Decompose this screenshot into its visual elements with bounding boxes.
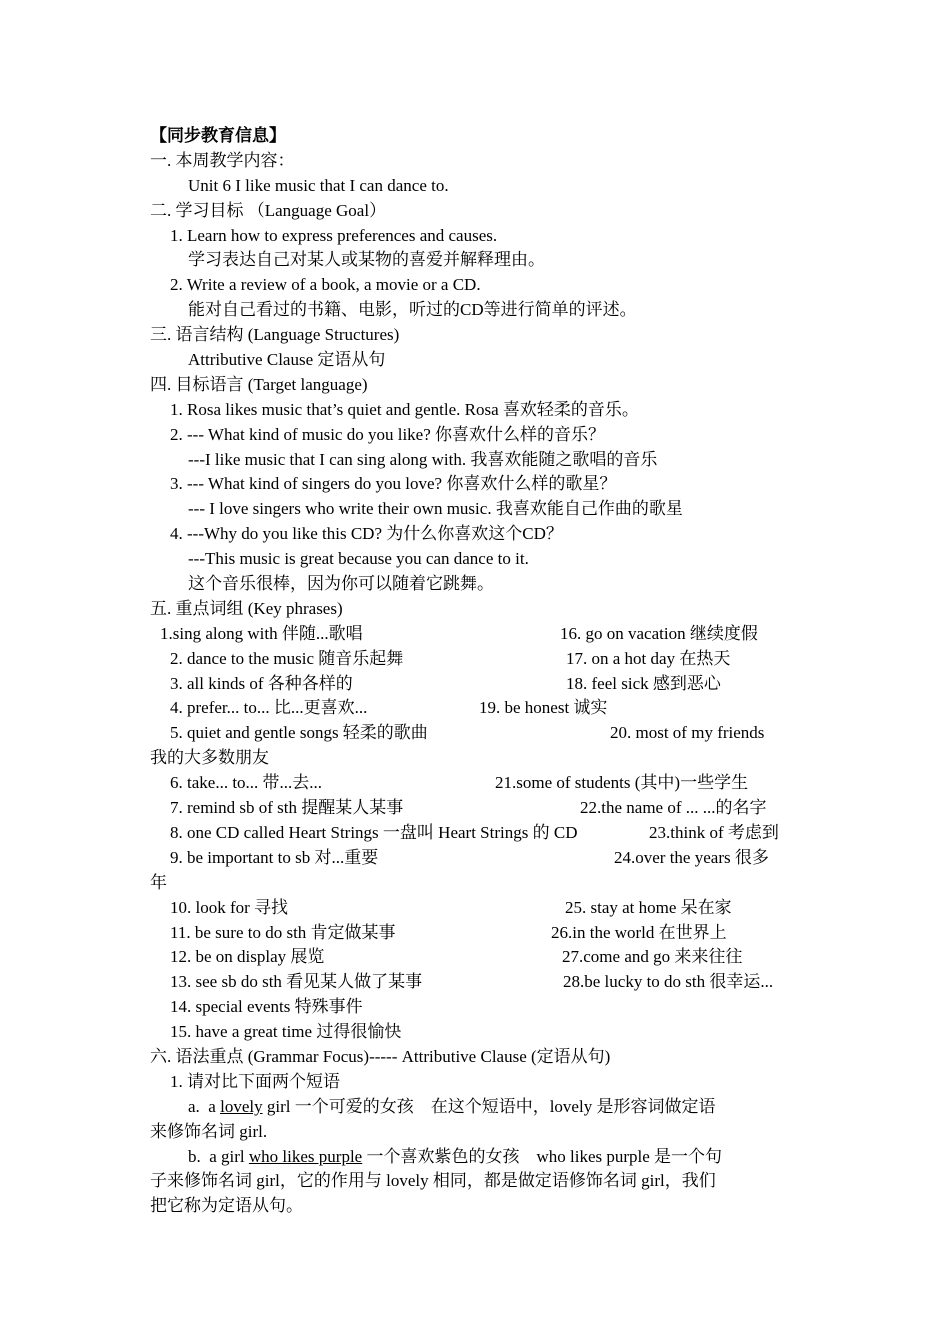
phrase-item: 21.some of students (其中)一些学生 bbox=[495, 773, 749, 793]
phrase-item: 26.in the world 在世界上 bbox=[551, 922, 727, 942]
phrase-item: 8. one CD called Heart Strings 一盘叫 Heart Strings 的 CD bbox=[170, 822, 578, 842]
phrase-item: 20. most of my friends bbox=[610, 723, 765, 743]
phrase-item: 11. be sure to do sth 肯定做某事 bbox=[170, 922, 396, 942]
target-language-2-answer: ---I like music that I can sing along with. 我喜欢能随之歌唱的音乐 bbox=[188, 449, 658, 469]
section-3-heading: 三. 语言结构 (Language Structures) bbox=[150, 325, 400, 345]
section-1-content: Unit 6 I like music that I can dance to. bbox=[188, 175, 449, 195]
document-page bbox=[150, 124, 800, 1219]
underlined-clause: who likes purple bbox=[248, 1146, 363, 1166]
phrase-row bbox=[150, 821, 800, 846]
phrase-row bbox=[150, 696, 800, 721]
phrase-item: 4. prefer... to... 比...更喜欢... bbox=[170, 698, 368, 718]
section-3-content: Attributive Clause 定语从句 bbox=[188, 350, 386, 370]
goal-2: 2. Write a review of a book, a movie or a CD. bbox=[170, 275, 481, 295]
phrase-row bbox=[150, 647, 800, 672]
target-language-1: 1. Rosa likes music that’s quiet and gentle. Rosa 喜欢轻柔的音乐。 bbox=[170, 399, 639, 419]
phrase-row bbox=[150, 771, 800, 796]
phrase-item: 22.the name of ... ...的名字 bbox=[580, 798, 767, 818]
phrase-row bbox=[150, 846, 800, 871]
goal-1: 1. Learn how to express preferences and causes. bbox=[170, 225, 498, 245]
phrase-item: 14. special events 特殊事件 bbox=[170, 997, 363, 1017]
phrase-row bbox=[150, 622, 800, 647]
phrase-item: 1.sing along with 伴随...歌唱 bbox=[160, 623, 363, 643]
goal-1-translation: 学习表达自己对某人或某物的喜爱并解释理由。 bbox=[188, 250, 545, 270]
underlined-adjective: lovely bbox=[220, 1096, 263, 1116]
target-language-4: 4. ---Why do you like this CD? 为什么你喜欢这个CD？ bbox=[170, 524, 563, 544]
section-1-heading: 一. 本周教学内容： bbox=[150, 150, 295, 170]
section-2-heading: 二. 学习目标 （Language Goal） bbox=[150, 200, 387, 220]
phrase-row bbox=[150, 970, 800, 995]
phrase-item: 12. be on display 展览 bbox=[170, 947, 325, 967]
phrase-item: 25. stay at home 呆在家 bbox=[565, 897, 732, 917]
phrase-item: 13. see sb do sth 看见某人做了某事 bbox=[170, 972, 423, 992]
section-5-heading: 五. 重点词组 (Key phrases) bbox=[150, 598, 343, 618]
grammar-example-b-wrap: 子来修饰名词 girl，它的作用与 lovely 相同，都是做定语修饰名词 girl，我们 bbox=[150, 1171, 716, 1191]
phrase-item: 3. all kinds of 各种各样的 bbox=[170, 673, 353, 693]
target-language-2: 2. --- What kind of music do you like? 你喜欢什么样的音乐？ bbox=[170, 424, 606, 444]
phrase-wrap: 我的大多数朋友 bbox=[150, 748, 269, 768]
phrase-item: 16. go on vacation 继续度假 bbox=[560, 623, 758, 643]
phrase-item: 9. be important to sb 对...重要 bbox=[170, 847, 379, 867]
target-language-3-answer: --- I love singers who write their own music. 我喜欢能自己作曲的歌星 bbox=[188, 499, 683, 519]
phrase-item: 18. feel sick 感到恶心 bbox=[566, 673, 721, 693]
phrase-row bbox=[150, 921, 800, 946]
grammar-example-a: a. a lovely girl 一个可爱的女孩 在这个短语中，lovely 是形容词做定语 bbox=[188, 1096, 716, 1116]
phrase-item: 15. have a great time 过得很愉快 bbox=[170, 1022, 402, 1042]
phrase-item: 28.be lucky to do sth 很幸运... bbox=[563, 972, 774, 992]
grammar-example-b-wrap: 把它称为定语从句。 bbox=[150, 1196, 303, 1216]
phrase-row bbox=[150, 945, 800, 970]
phrase-item: 5. quiet and gentle songs 轻柔的歌曲 bbox=[170, 723, 428, 743]
phrase-item: 2. dance to the music 随音乐起舞 bbox=[170, 648, 404, 668]
phrase-item: 7. remind sb of sth 提醒某人某事 bbox=[170, 798, 404, 818]
phrase-item: 23.think of 考虑到 bbox=[649, 822, 779, 842]
phrase-row bbox=[150, 896, 800, 921]
phrase-item: 17. on a hot day 在热天 bbox=[566, 648, 731, 668]
grammar-example-a-wrap: 来修饰名词 girl. bbox=[150, 1121, 268, 1141]
target-language-3: 3. --- What kind of singers do you love? 你喜欢什么样的歌星？ bbox=[170, 474, 617, 494]
target-language-4-translation: 这个音乐很棒，因为你可以随着它跳舞。 bbox=[188, 574, 494, 594]
phrase-row bbox=[150, 721, 800, 746]
grammar-question-1: 1. 请对比下面两个短语 bbox=[170, 1071, 340, 1091]
document-title: 【同步教育信息】 bbox=[150, 126, 286, 145]
phrase-item: 10. look for 寻找 bbox=[170, 897, 289, 917]
phrase-item: 6. take... to... 带...去... bbox=[170, 773, 323, 793]
target-language-4-answer: ---This music is great because you can dance to it. bbox=[188, 549, 529, 569]
grammar-example-b: b. a girl who likes purple 一个喜欢紫色的女孩 who likes purple 是一个句 bbox=[188, 1146, 723, 1166]
section-4-heading: 四. 目标语言 (Target language) bbox=[150, 374, 368, 394]
phrase-row bbox=[150, 796, 800, 821]
section-6-heading: 六. 语法重点 (Grammar Focus)----- Attributive Clause (定语从句) bbox=[150, 1046, 611, 1066]
phrase-item: 19. be honest 诚实 bbox=[479, 698, 608, 718]
phrase-wrap: 年 bbox=[150, 872, 167, 892]
phrase-item: 24.over the years 很多 bbox=[614, 847, 769, 867]
phrase-item: 27.come and go 来来往往 bbox=[562, 947, 743, 967]
goal-2-translation: 能对自己看过的书籍、电影，听过的CD等进行简单的评述。 bbox=[188, 300, 637, 320]
phrase-row bbox=[150, 672, 800, 697]
